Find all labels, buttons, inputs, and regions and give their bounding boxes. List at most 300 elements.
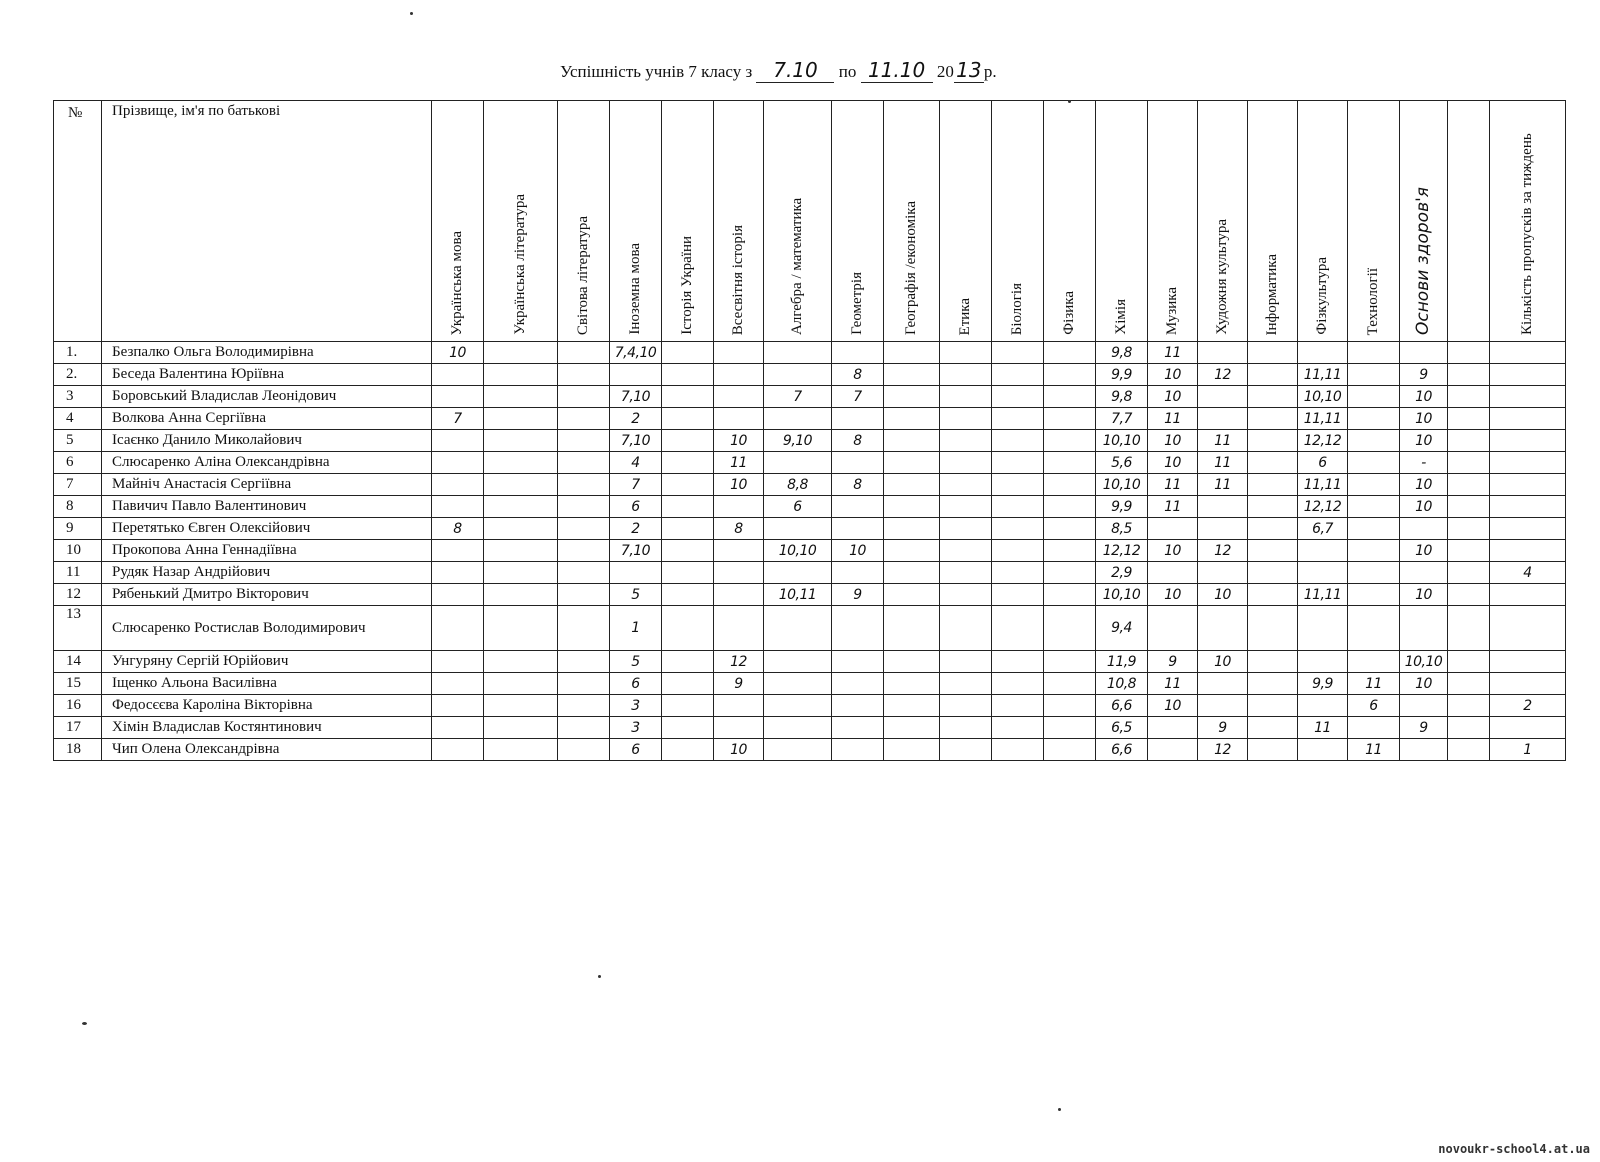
grade-cell — [662, 540, 714, 562]
grade-cell: 7,7 — [1096, 408, 1148, 430]
student-name: Боровський Владислав Леонідович — [102, 386, 432, 408]
title-date-from: 7.10 — [756, 58, 834, 83]
grade-cell — [1044, 364, 1096, 386]
grade-cell — [884, 474, 940, 496]
grade-cell — [940, 673, 992, 695]
grade-cell — [1248, 673, 1298, 695]
grade-cell: 8 — [832, 364, 884, 386]
grade-cell — [940, 408, 992, 430]
grade-cell — [832, 496, 884, 518]
grade-cell — [1490, 386, 1566, 408]
grade-cell: 10 — [832, 540, 884, 562]
grade-cell — [884, 584, 940, 606]
grade-cell: 10,10 — [1096, 584, 1148, 606]
grade-cell — [1490, 584, 1566, 606]
grade-cell — [764, 739, 832, 761]
row-number: 10 — [54, 540, 102, 562]
grade-cell — [1448, 364, 1490, 386]
row-number: 2. — [54, 364, 102, 386]
grades-sheet — [53, 100, 1566, 761]
scan-speck — [410, 12, 413, 15]
grade-cell — [940, 606, 992, 651]
grade-cell: 8 — [714, 518, 764, 540]
grade-cell — [714, 540, 764, 562]
grades-body — [54, 342, 1566, 761]
grade-cell: 3 — [610, 717, 662, 739]
grade-cell: 5 — [610, 651, 662, 673]
header-subject — [1198, 101, 1248, 342]
grade-cell — [662, 739, 714, 761]
grade-cell — [1044, 386, 1096, 408]
header-subject-label: Українська мова — [449, 230, 465, 335]
grade-cell: 10 — [1400, 386, 1448, 408]
grade-cell: 10,10 — [1400, 651, 1448, 673]
grade-cell — [1044, 496, 1096, 518]
grade-cell — [1448, 540, 1490, 562]
grade-cell — [662, 717, 714, 739]
header-subject — [884, 101, 940, 342]
grade-cell — [832, 739, 884, 761]
header-subject — [1044, 101, 1096, 342]
table-row — [54, 474, 1566, 496]
grade-cell: 2 — [610, 518, 662, 540]
grade-cell: 6 — [610, 673, 662, 695]
grade-cell: 6 — [610, 496, 662, 518]
grade-cell: 9 — [1198, 717, 1248, 739]
grade-cell — [1348, 364, 1400, 386]
grade-cell: 9,4 — [1096, 606, 1148, 651]
grade-cell — [558, 606, 610, 651]
title-end: р. — [983, 62, 997, 81]
grade-cell: 10 — [1148, 430, 1198, 452]
grade-cell — [884, 651, 940, 673]
grade-cell: 9 — [1400, 717, 1448, 739]
header-subject-label: Іноземна мова — [627, 243, 643, 335]
grade-cell — [1248, 540, 1298, 562]
table-row — [54, 739, 1566, 761]
grade-cell: 4 — [610, 452, 662, 474]
grade-cell — [832, 342, 884, 364]
grade-cell: 10 — [1400, 474, 1448, 496]
row-number: 5 — [54, 430, 102, 452]
header-subject-label: Музика — [1164, 286, 1180, 335]
grade-cell: 10 — [1400, 673, 1448, 695]
grade-cell — [662, 695, 714, 717]
grade-cell — [1348, 651, 1400, 673]
grade-cell — [764, 562, 832, 584]
grade-cell: 11 — [1148, 342, 1198, 364]
grade-cell — [1248, 606, 1298, 651]
grade-cell — [484, 717, 558, 739]
grade-cell — [662, 496, 714, 518]
grade-cell: 6,6 — [1096, 695, 1148, 717]
student-name: Майніч Анастасія Сергіївна — [102, 474, 432, 496]
header-subject-label: Біологія — [1009, 282, 1025, 335]
grade-cell: 10 — [1148, 540, 1198, 562]
grade-cell — [884, 739, 940, 761]
grade-cell — [1348, 562, 1400, 584]
grade-cell: 10,10 — [1096, 474, 1148, 496]
header-subject-label: Історія України — [679, 236, 695, 335]
grade-cell — [1448, 496, 1490, 518]
grade-cell — [1348, 717, 1400, 739]
grade-cell — [1448, 717, 1490, 739]
grade-cell — [1248, 496, 1298, 518]
grade-cell — [884, 540, 940, 562]
row-number: 8 — [54, 496, 102, 518]
grade-cell — [1248, 518, 1298, 540]
grade-cell — [1448, 430, 1490, 452]
grade-cell: 12,12 — [1298, 496, 1348, 518]
grade-cell — [484, 584, 558, 606]
row-number: 6 — [54, 452, 102, 474]
grade-cell — [764, 452, 832, 474]
grade-cell — [662, 386, 714, 408]
grade-cell — [940, 474, 992, 496]
grade-cell — [832, 452, 884, 474]
header-subject-label: Фізкультура — [1314, 257, 1330, 335]
grade-cell: 7 — [610, 474, 662, 496]
grade-cell: 5 — [610, 584, 662, 606]
grade-cell — [558, 584, 610, 606]
grade-cell — [884, 408, 940, 430]
grade-cell — [1198, 496, 1248, 518]
header-subject — [714, 101, 764, 342]
grade-cell — [1490, 673, 1566, 695]
grade-cell — [484, 452, 558, 474]
grade-cell — [662, 474, 714, 496]
grade-cell — [1448, 452, 1490, 474]
grade-cell — [432, 717, 484, 739]
grade-cell — [1248, 717, 1298, 739]
grade-cell — [558, 364, 610, 386]
grade-cell — [884, 518, 940, 540]
grade-cell — [1448, 673, 1490, 695]
grade-cell — [484, 408, 558, 430]
grade-cell — [484, 474, 558, 496]
grade-cell — [1348, 452, 1400, 474]
header-subject — [1148, 101, 1198, 342]
grade-cell — [1490, 518, 1566, 540]
grade-cell: 11 — [1148, 673, 1198, 695]
grade-cell — [1348, 474, 1400, 496]
grade-cell — [1044, 606, 1096, 651]
grade-cell — [1044, 342, 1096, 364]
student-name: Безпалко Ольга Володимирівна — [102, 342, 432, 364]
grade-cell — [1348, 496, 1400, 518]
grade-cell — [1348, 606, 1400, 651]
grade-cell — [940, 651, 992, 673]
grade-cell — [1298, 342, 1348, 364]
grade-cell — [1248, 408, 1298, 430]
grade-cell — [884, 496, 940, 518]
grade-cell — [714, 606, 764, 651]
grade-cell — [992, 562, 1044, 584]
grade-cell — [1148, 717, 1198, 739]
grade-cell — [714, 342, 764, 364]
grade-cell: 10,10 — [764, 540, 832, 562]
grade-cell — [764, 695, 832, 717]
header-name: Прізвище, ім'я по батькові — [102, 101, 432, 342]
grade-cell — [1448, 386, 1490, 408]
grade-cell — [832, 606, 884, 651]
grade-cell: 6,5 — [1096, 717, 1148, 739]
grade-cell — [714, 496, 764, 518]
grade-cell: 11,9 — [1096, 651, 1148, 673]
grade-cell — [992, 651, 1044, 673]
grade-cell — [940, 518, 992, 540]
row-number: 12 — [54, 584, 102, 606]
grade-cell — [662, 651, 714, 673]
grade-cell — [940, 717, 992, 739]
grade-cell — [992, 606, 1044, 651]
grade-cell — [1298, 651, 1348, 673]
grade-cell — [1198, 342, 1248, 364]
grade-cell — [484, 651, 558, 673]
title-year-prefix: 20 — [936, 62, 954, 81]
grade-cell: 10 — [1148, 364, 1198, 386]
grade-cell — [1348, 342, 1400, 364]
grade-cell: 8 — [432, 518, 484, 540]
grade-cell — [432, 584, 484, 606]
grade-cell — [992, 342, 1044, 364]
grade-cell — [714, 386, 764, 408]
grade-cell: 12 — [714, 651, 764, 673]
grade-cell: 2 — [610, 408, 662, 430]
grade-cell — [1448, 518, 1490, 540]
header-subject-label: Інформатика — [1264, 253, 1280, 335]
header-subject — [1348, 101, 1400, 342]
grade-cell: 12 — [1198, 364, 1248, 386]
grade-cell — [1148, 739, 1198, 761]
table-row — [54, 562, 1566, 584]
grade-cell: 10 — [1148, 452, 1198, 474]
grade-cell — [714, 695, 764, 717]
title-prefix: Успішність учнів 7 класу з — [560, 62, 753, 81]
grade-cell — [1248, 695, 1298, 717]
grade-cell — [940, 342, 992, 364]
grade-cell: 10 — [1400, 584, 1448, 606]
grade-cell — [1490, 430, 1566, 452]
row-number: 4 — [54, 408, 102, 430]
grade-cell: 9 — [1148, 651, 1198, 673]
grade-cell — [1448, 342, 1490, 364]
grades-table — [53, 100, 1566, 761]
table-row — [54, 606, 1566, 651]
grade-cell — [1198, 673, 1248, 695]
grade-cell — [940, 430, 992, 452]
grade-cell — [1248, 651, 1298, 673]
grade-cell: 11 — [1198, 474, 1248, 496]
header-subject-label: Технології — [1365, 267, 1381, 335]
grade-cell — [662, 408, 714, 430]
header-subject-label: Світова література — [575, 215, 591, 335]
grade-cell — [992, 717, 1044, 739]
grade-cell — [714, 562, 764, 584]
row-number: 1. — [54, 342, 102, 364]
grade-cell — [940, 540, 992, 562]
grade-cell: 9 — [714, 673, 764, 695]
grade-cell: 9,10 — [764, 430, 832, 452]
grade-cell — [1490, 606, 1566, 651]
student-name: Перетятько Євген Олексійович — [102, 518, 432, 540]
grade-cell — [1400, 606, 1448, 651]
grade-cell: 11 — [1198, 452, 1248, 474]
grade-cell — [1248, 474, 1298, 496]
grade-cell — [484, 430, 558, 452]
grade-cell — [484, 739, 558, 761]
grade-cell — [1044, 717, 1096, 739]
header-subject — [610, 101, 662, 342]
grade-cell — [558, 386, 610, 408]
grade-cell — [1198, 386, 1248, 408]
row-number: 7 — [54, 474, 102, 496]
header-subject — [484, 101, 558, 342]
grade-cell: 10 — [714, 474, 764, 496]
title-date-to: 11.10 — [861, 58, 933, 83]
grade-cell — [1198, 408, 1248, 430]
row-number: 3 — [54, 386, 102, 408]
row-number: 14 — [54, 651, 102, 673]
grade-cell: 9,8 — [1096, 342, 1148, 364]
grade-cell — [662, 364, 714, 386]
grade-cell — [558, 430, 610, 452]
grade-cell: 11,11 — [1298, 364, 1348, 386]
student-name: Іщенко Альона Василівна — [102, 673, 432, 695]
grade-cell — [764, 518, 832, 540]
header-subject — [662, 101, 714, 342]
grade-cell — [714, 364, 764, 386]
grade-cell — [992, 695, 1044, 717]
student-name: Федосєєва Кароліна Вікторівна — [102, 695, 432, 717]
grade-cell: 11 — [1148, 496, 1198, 518]
grade-cell — [432, 606, 484, 651]
grade-cell — [558, 408, 610, 430]
grade-cell — [432, 673, 484, 695]
grade-cell: 11 — [1348, 673, 1400, 695]
grade-cell — [558, 452, 610, 474]
table-row — [54, 496, 1566, 518]
grade-cell — [558, 651, 610, 673]
grade-cell: 11,11 — [1298, 584, 1348, 606]
grade-cell — [832, 518, 884, 540]
scan-speck — [598, 975, 601, 978]
grade-cell — [1400, 739, 1448, 761]
student-name: Рябенький Дмитро Вікторович — [102, 584, 432, 606]
table-row — [54, 430, 1566, 452]
grade-cell — [992, 540, 1044, 562]
grade-cell — [764, 606, 832, 651]
header-subject — [1490, 101, 1566, 342]
grade-cell — [558, 717, 610, 739]
grade-cell: 10 — [432, 342, 484, 364]
grade-cell — [940, 452, 992, 474]
grade-cell — [1248, 739, 1298, 761]
grade-cell — [484, 496, 558, 518]
grade-cell — [432, 540, 484, 562]
table-row — [54, 717, 1566, 739]
grade-cell: 1 — [610, 606, 662, 651]
header-subject-label: Основи здоров'я — [1413, 186, 1433, 335]
grade-cell — [1198, 695, 1248, 717]
grade-cell: 10 — [1400, 408, 1448, 430]
grade-cell — [558, 342, 610, 364]
grade-cell — [558, 562, 610, 584]
grade-cell — [1198, 562, 1248, 584]
grade-cell — [1044, 739, 1096, 761]
grade-cell: 7,10 — [610, 430, 662, 452]
grade-cell — [484, 386, 558, 408]
grade-cell: 10,8 — [1096, 673, 1148, 695]
grade-cell — [1490, 496, 1566, 518]
grade-cell — [1148, 518, 1198, 540]
grade-cell: - — [1400, 452, 1448, 474]
grade-cell — [1044, 474, 1096, 496]
grade-cell — [610, 364, 662, 386]
student-name: Ісаєнко Данило Миколайович — [102, 430, 432, 452]
grade-cell: 7 — [432, 408, 484, 430]
header-subject — [992, 101, 1044, 342]
grade-cell — [1490, 540, 1566, 562]
grade-cell — [992, 386, 1044, 408]
scan-speck — [1068, 100, 1071, 103]
grade-cell — [558, 474, 610, 496]
row-number: 13 — [54, 606, 102, 651]
grade-cell: 8,5 — [1096, 518, 1148, 540]
grade-cell: 8,8 — [764, 474, 832, 496]
page-title — [560, 58, 997, 83]
grade-cell — [1044, 695, 1096, 717]
grade-cell: 11,11 — [1298, 474, 1348, 496]
grade-cell — [764, 342, 832, 364]
grade-cell — [662, 584, 714, 606]
grade-cell — [1448, 606, 1490, 651]
grade-cell — [1298, 739, 1348, 761]
scan-speck — [1058, 1108, 1061, 1111]
grade-cell — [1448, 695, 1490, 717]
header-subject — [558, 101, 610, 342]
grade-cell — [940, 562, 992, 584]
grade-cell: 11 — [1298, 717, 1348, 739]
student-name: Слюсаренко Аліна Олександрівна — [102, 452, 432, 474]
grade-cell — [1044, 562, 1096, 584]
row-number: 17 — [54, 717, 102, 739]
grade-cell: 10 — [1198, 584, 1248, 606]
grade-cell — [558, 695, 610, 717]
grade-cell — [662, 606, 714, 651]
grade-cell: 10 — [1148, 386, 1198, 408]
header-subject-label: Всесвітня історія — [730, 224, 746, 335]
grade-cell — [884, 430, 940, 452]
header-subject — [832, 101, 884, 342]
grade-cell: 9,9 — [1096, 496, 1148, 518]
grade-cell — [432, 452, 484, 474]
grade-cell — [940, 386, 992, 408]
table-row — [54, 452, 1566, 474]
header-subject-label: Алгебра / математика — [789, 197, 805, 335]
table-row — [54, 673, 1566, 695]
header-subject-label: Художня культура — [1214, 219, 1230, 335]
grade-cell: 10 — [714, 739, 764, 761]
grade-cell — [992, 408, 1044, 430]
grade-cell — [1448, 562, 1490, 584]
grade-cell — [764, 717, 832, 739]
header-subject — [1096, 101, 1148, 342]
header-row — [54, 101, 1566, 342]
student-name: Беседа Валентина Юріївна — [102, 364, 432, 386]
header-subject-label: Етика — [957, 297, 973, 335]
header-subject-label: Кількість пропусків за тиждень — [1519, 133, 1535, 335]
